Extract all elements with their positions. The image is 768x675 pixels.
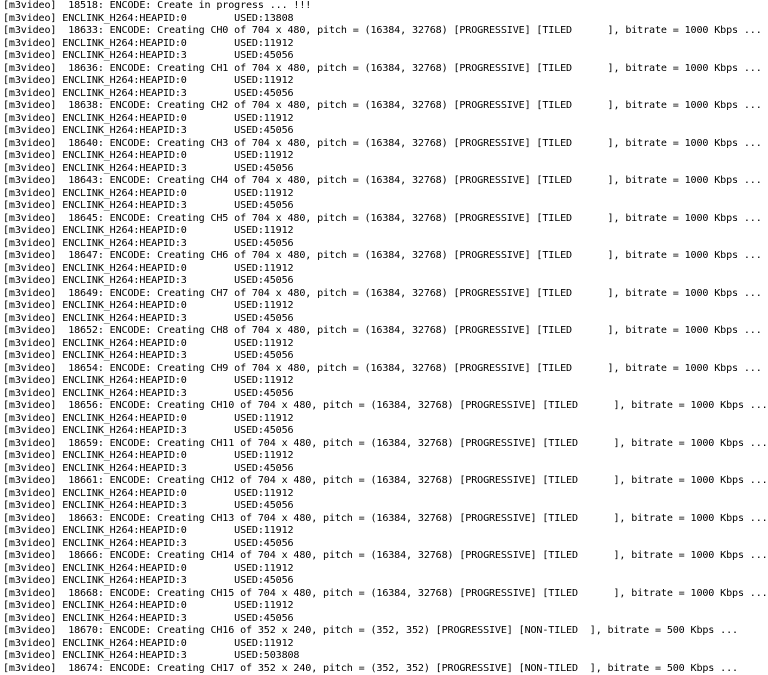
log-line: [m3video] ENCLINK_H264:HEAPID:0 USED:11912: [3, 488, 733, 501]
log-line: [m3video] 18656: ENCODE: Creating CH10 of 704 x 480, pitch = (16384, 32768) [PROGRESSIVE] [TILED ], bitrate = 1000 Kbps ...: [3, 400, 733, 413]
log-line: [m3video] ENCLINK_H264:HEAPID:3 USED:45056: [3, 500, 733, 513]
log-line: [m3video] ENCLINK_H264:HEAPID:0 USED:11912: [3, 113, 733, 126]
log-line: [m3video] ENCLINK_H264:HEAPID:3 USED:45056: [3, 350, 733, 363]
log-line: [m3video] ENCLINK_H264:HEAPID:0 USED:11912: [3, 300, 733, 313]
log-line: [m3video] 18647: ENCODE: Creating CH6 of 704 x 480, pitch = (16384, 32768) [PROGRESSIVE] [TILED ], bitrate = 1000 Kbps ...: [3, 250, 733, 263]
log-line: [m3video] ENCLINK_H264:HEAPID:3 USED:45056: [3, 538, 733, 551]
log-line: [m3video] ENCLINK_H264:HEAPID:3 USED:45056: [3, 388, 733, 401]
log-line: [m3video] 18643: ENCODE: Creating CH4 of 704 x 480, pitch = (16384, 32768) [PROGRESSIVE] [TILED ], bitrate = 1000 Kbps ...: [3, 175, 733, 188]
log-line: [m3video] ENCLINK_H264:HEAPID:3 USED:45056: [3, 425, 733, 438]
log-line: [m3video] ENCLINK_H264:HEAPID:0 USED:11912: [3, 38, 733, 51]
log-line: [m3video] ENCLINK_H264:HEAPID:3 USED:45056: [3, 313, 733, 326]
log-line: [m3video] ENCLINK_H264:HEAPID:0 USED:13808: [3, 13, 733, 26]
log-line: [m3video] ENCLINK_H264:HEAPID:3 USED:45056: [3, 200, 733, 213]
log-line: [m3video] 18668: ENCODE: Creating CH15 of 704 x 480, pitch = (16384, 32768) [PROGRESSIVE] [TILED ], bitrate = 1000 Kbps ...: [3, 588, 733, 601]
log-line: [m3video] 18518: ENCODE: Create in progress ... !!!: [3, 0, 733, 13]
log-line: [m3video] 18666: ENCODE: Creating CH14 of 704 x 480, pitch = (16384, 32768) [PROGRESSIVE] [TILED ], bitrate = 1000 Kbps ...: [3, 550, 733, 563]
log-line: [m3video] ENCLINK_H264:HEAPID:0 USED:11912: [3, 600, 733, 613]
log-line: [m3video] ENCLINK_H264:HEAPID:3 USED:45056: [3, 125, 733, 138]
log-line: [m3video] 18663: ENCODE: Creating CH13 of 704 x 480, pitch = (16384, 32768) [PROGRESSIVE] [TILED ], bitrate = 1000 Kbps ...: [3, 513, 733, 526]
log-line: [m3video] ENCLINK_H264:HEAPID:3 USED:45056: [3, 463, 733, 476]
log-line: [m3video] ENCLINK_H264:HEAPID:3 USED:45056: [3, 50, 733, 63]
log-line: [m3video] ENCLINK_H264:HEAPID:3 USED:503808: [3, 650, 733, 663]
log-line: [m3video] 18636: ENCODE: Creating CH1 of 704 x 480, pitch = (16384, 32768) [PROGRESSIVE] [TILED ], bitrate = 1000 Kbps ...: [3, 63, 733, 76]
log-line: [m3video] ENCLINK_H264:HEAPID:3 USED:45056: [3, 88, 733, 101]
log-line: [m3video] ENCLINK_H264:HEAPID:0 USED:11912: [3, 263, 733, 276]
log-line: [m3video] ENCLINK_H264:HEAPID:3 USED:45056: [3, 275, 733, 288]
log-line: [m3video] ENCLINK_H264:HEAPID:0 USED:11912: [3, 525, 733, 538]
log-line: [m3video] 18654: ENCODE: Creating CH9 of 704 x 480, pitch = (16384, 32768) [PROGRESSIVE] [TILED ], bitrate = 1000 Kbps ...: [3, 363, 733, 376]
log-line: [m3video] ENCLINK_H264:HEAPID:3 USED:45056: [3, 575, 733, 588]
log-line: [m3video] ENCLINK_H264:HEAPID:0 USED:11912: [3, 338, 733, 351]
log-line: [m3video] ENCLINK_H264:HEAPID:0 USED:11912: [3, 413, 733, 426]
log-line: [m3video] ENCLINK_H264:HEAPID:0 USED:11912: [3, 375, 733, 388]
log-line: [m3video] 18645: ENCODE: Creating CH5 of 704 x 480, pitch = (16384, 32768) [PROGRESSIVE] [TILED ], bitrate = 1000 Kbps ...: [3, 213, 733, 226]
log-line: [m3video] ENCLINK_H264:HEAPID:3 USED:45056: [3, 163, 733, 176]
log-line: [m3video] 18638: ENCODE: Creating CH2 of 704 x 480, pitch = (16384, 32768) [PROGRESSIVE] [TILED ], bitrate = 1000 Kbps ...: [3, 100, 733, 113]
log-line: [m3video] ENCLINK_H264:HEAPID:0 USED:11912: [3, 188, 733, 201]
log-line: [m3video] ENCLINK_H264:HEAPID:0 USED:11912: [3, 638, 733, 651]
log-line: [m3video] 18659: ENCODE: Creating CH11 of 704 x 480, pitch = (16384, 32768) [PROGRESSIVE] [TILED ], bitrate = 1000 Kbps ...: [3, 438, 733, 451]
log-line: [m3video] 18674: ENCODE: Creating CH17 of 352 x 240, pitch = (352, 352) [PROGRESSIVE] [NON-TILED ], bitrate = 500 Kbps ...: [3, 663, 733, 675]
log-line: [m3video] ENCLINK_H264:HEAPID:3 USED:45056: [3, 238, 733, 251]
log-line: [m3video] ENCLINK_H264:HEAPID:0 USED:11912: [3, 150, 733, 163]
log-line: [m3video] 18661: ENCODE: Creating CH12 of 704 x 480, pitch = (16384, 32768) [PROGRESSIVE] [TILED ], bitrate = 1000 Kbps ...: [3, 475, 733, 488]
log-line: [m3video] ENCLINK_H264:HEAPID:0 USED:11912: [3, 563, 733, 576]
log-line: [m3video] 18633: ENCODE: Creating CH0 of 704 x 480, pitch = (16384, 32768) [PROGRESSIVE] [TILED ], bitrate = 1000 Kbps ...: [3, 25, 733, 38]
log-line: [m3video] 18649: ENCODE: Creating CH7 of 704 x 480, pitch = (16384, 32768) [PROGRESSIVE] [TILED ], bitrate = 1000 Kbps ...: [3, 288, 733, 301]
log-line: [m3video] ENCLINK_H264:HEAPID:3 USED:45056: [3, 613, 733, 626]
log-line: [m3video] ENCLINK_H264:HEAPID:0 USED:11912: [3, 450, 733, 463]
log-line: [m3video] ENCLINK_H264:HEAPID:0 USED:11912: [3, 75, 733, 88]
log-line: [m3video] 18652: ENCODE: Creating CH8 of 704 x 480, pitch = (16384, 32768) [PROGRESSIVE] [TILED ], bitrate = 1000 Kbps ...: [3, 325, 733, 338]
log-line: [m3video] 18670: ENCODE: Creating CH16 of 352 x 240, pitch = (352, 352) [PROGRESSIVE] [NON-TILED ], bitrate = 500 Kbps ...: [3, 625, 733, 638]
log-line: [m3video] 18640: ENCODE: Creating CH3 of 704 x 480, pitch = (16384, 32768) [PROGRESSIVE] [TILED ], bitrate = 1000 Kbps ...: [3, 138, 733, 151]
log-line: [m3video] ENCLINK_H264:HEAPID:0 USED:11912: [3, 225, 733, 238]
